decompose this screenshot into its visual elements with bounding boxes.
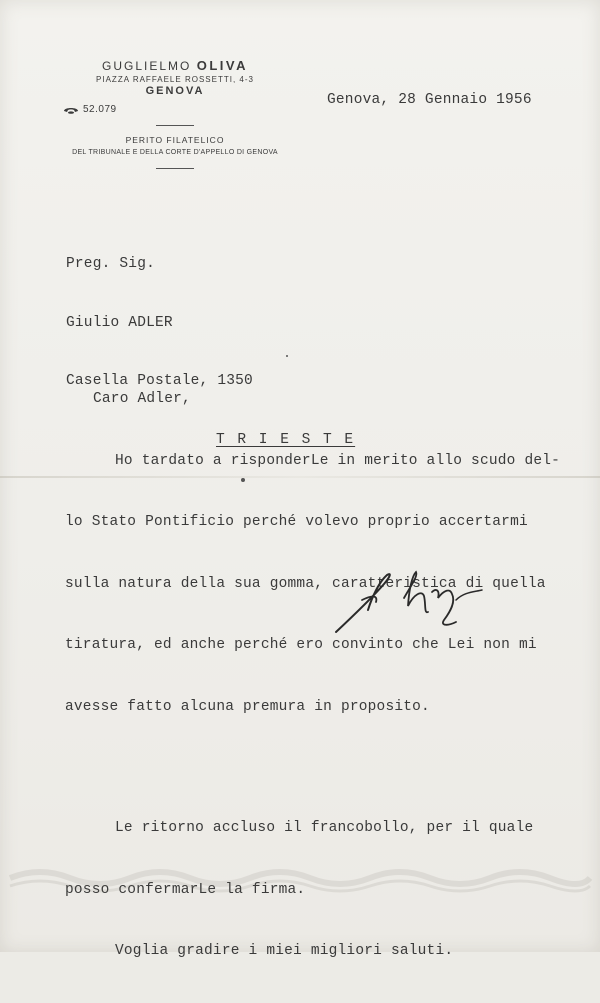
body-line: tiratura, ed anche perché ero convinto che Lei non mi — [65, 637, 537, 653]
letterhead-court: DEL TRIBUNALE E DELLA CORTE D'APPELLO DI GENOVA — [72, 149, 278, 156]
letterhead-address: PIAZZA RAFFAELE ROSSETTI, 4-3 — [96, 75, 254, 84]
letterhead-phone-number: 52.079 — [83, 104, 117, 115]
letterhead-phone — [63, 104, 117, 115]
letterhead-last-name: OLIVA — [196, 58, 248, 73]
body-line: lo Stato Pontificio perché volevo proprio accertarmi — [65, 514, 528, 530]
letterhead-name — [55, 58, 295, 73]
letterhead-role: PERITO FILATELICO — [125, 135, 225, 145]
letter-date: Genova, 28 Gennaio 1956 — [327, 92, 532, 108]
letterhead — [55, 58, 295, 156]
letterhead-divider — [156, 168, 194, 169]
ink-spot — [241, 478, 245, 482]
body-line: Ho tardato a risponderLe in merito allo scudo del- — [115, 452, 561, 469]
letterhead-divider — [156, 125, 194, 126]
recipient-city: T R I E S T E — [216, 431, 356, 448]
telephone-icon — [63, 105, 79, 115]
letterhead-first-name: GUGLIELMO — [102, 59, 192, 73]
recipient-name: Giulio ADLER — [66, 314, 173, 331]
body-line: posso confermarLe la firma. — [65, 881, 306, 898]
body-line: Le ritorno accluso il francobollo, per il quale — [115, 820, 534, 836]
body-line: avesse fatto alcuna premura in proposito. — [65, 698, 430, 715]
body-line: sulla natura della sua gomma, caratteristica di quella — [65, 575, 546, 592]
letter-closing: Voglia gradire i miei migliori saluti. — [115, 943, 454, 959]
paragraph-gap — [93, 758, 560, 777]
letter-body — [65, 348, 561, 1003]
handwritten-signature — [332, 562, 502, 642]
paper-watermark — [0, 858, 600, 898]
letterhead-city: GENOVA — [145, 85, 205, 97]
letter-greeting: Caro Adler, — [93, 391, 191, 407]
recipient-address: Casella Postale, 1350 — [66, 373, 253, 389]
ink-spot — [286, 355, 288, 357]
recipient-salutation: Preg. Sig. — [66, 256, 156, 272]
